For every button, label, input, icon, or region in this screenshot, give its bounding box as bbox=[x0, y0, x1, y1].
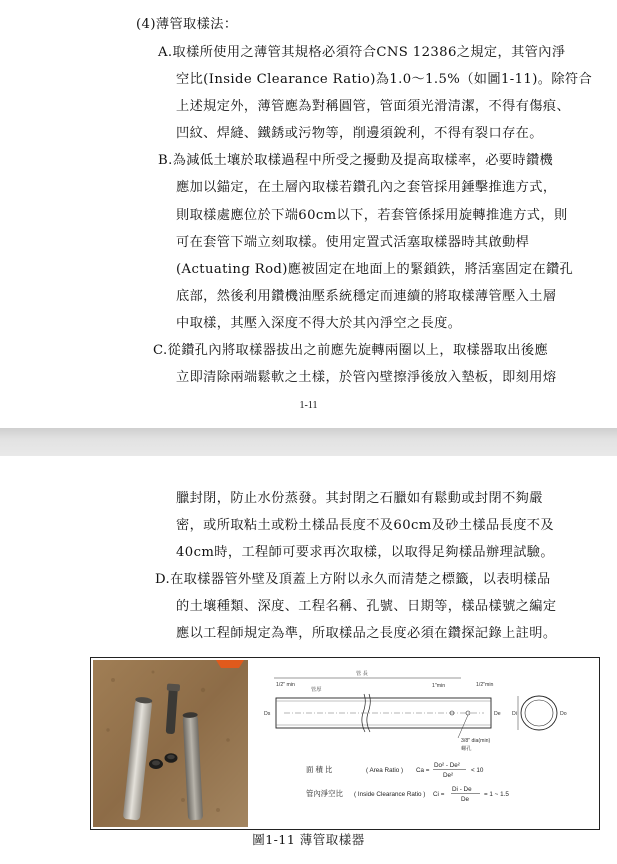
do-label: Do bbox=[560, 711, 567, 717]
paragraph-a-line-4: 凹紋、焊縫、鐵銹或污物等，削邊須銳利，不得有裂口存在。 bbox=[176, 126, 543, 141]
area-ratio-num: Do² - De² bbox=[434, 762, 460, 769]
area-ratio-rhs: < 10 bbox=[471, 767, 484, 774]
paragraph-b-line-7: 中取樣，其壓入深度不得大於其內淨空之長度。 bbox=[176, 316, 462, 331]
hole-cn-label: 螺孔 bbox=[461, 746, 472, 752]
length-label: 管 長 bbox=[356, 671, 368, 677]
wall-label: 管厚 bbox=[311, 687, 322, 693]
clearance-ratio-cn: 管內淨空比 bbox=[306, 789, 343, 798]
paragraph-b-line-4: 可在套管下端立刻取樣。使用定置式活塞取樣器時其啟動桿 bbox=[176, 235, 530, 250]
page-separator bbox=[0, 428, 617, 456]
paragraph-c-line-4: 密，或所取粘土或粉土樣品長度不及60cm及砂土樣品長度不及 bbox=[176, 518, 554, 533]
paragraph-d-line-1: D.在取樣器管外壁及頂蓋上方附以永久而清楚之標籤，以表明樣品 bbox=[155, 572, 551, 587]
sampler-photo bbox=[93, 660, 248, 827]
page-number: 1-11 bbox=[299, 400, 318, 411]
area-ratio-lhs: Ca = bbox=[416, 767, 430, 774]
paragraph-b-line-6: 底部，然後利用鑽機油壓系統穩定而連續的將取樣薄管壓入土層 bbox=[176, 289, 557, 304]
paragraph-c-line-5: 40cm時，工程師可要求再次取樣，以取得足夠樣品辦理試驗。 bbox=[176, 545, 554, 560]
di-label: Di bbox=[512, 711, 517, 717]
paragraph-d-line-2: 的土壤種類、深度、工程名稱、孔號、日期等，樣品樣號之編定 bbox=[176, 599, 557, 614]
paragraph-a-line-3: 上述規定外，薄管應為對稱圓管，管面須光滑清潔，不得有傷痕、 bbox=[176, 99, 571, 114]
area-ratio-den: De² bbox=[443, 772, 454, 779]
paragraph-c-line-3: 臘封閉，防止水份蒸發。其封閉之石臘如有鬆動或封閉不夠嚴 bbox=[176, 491, 543, 506]
area-ratio-en: ( Area Ratio ) bbox=[366, 767, 404, 774]
paragraph-b-line-2: 應加以錨定，在土層內取樣若鑽孔內之套管採用錘擊推進方式， bbox=[176, 180, 557, 195]
paragraph-b-line-3: 則取樣處應位於下端60cm以下，若套管係採用旋轉推進方式，則 bbox=[176, 208, 568, 223]
figure-thin-wall-sampler bbox=[90, 657, 600, 830]
paragraph-c-line-1: C.從鑽孔內將取樣器拔出之前應先旋轉兩圈以上，取樣器取出後應 bbox=[153, 343, 549, 358]
clearance-ratio-num: Di - De bbox=[452, 786, 472, 793]
area-ratio-cn: 面 積 比 bbox=[306, 765, 333, 774]
ds-label: Ds bbox=[264, 711, 271, 717]
hole-label: 3/8" dia(min) bbox=[461, 738, 491, 744]
figure-caption: 圖1-11 薄管取樣器 bbox=[252, 832, 365, 847]
paragraph-b-line-1: B.為減低土壤於取樣過程中所受之擾動及提高取樣率，必要時鑽機 bbox=[158, 153, 554, 168]
half-inch-left-label: 1/2" min bbox=[276, 682, 295, 688]
clearance-ratio-rhs: = 1 ~ 1.5 bbox=[484, 791, 509, 798]
clearance-ratio-den: De bbox=[461, 796, 470, 803]
paragraph-a-line-1: A.取樣所使用之薄管其規格必須符合CNS 12386之規定，其管內淨 bbox=[158, 45, 566, 60]
paragraph-a-line-2: 空比(Inside Clearance Ratio)為1.0～1.5%（如圖1-11)。除符合 bbox=[176, 72, 593, 87]
one-inch-label: 1"min bbox=[432, 683, 446, 689]
paragraph-b-line-5: (Actuating Rod)應被固定在地面上的緊鎖鉄，將活塞固定在鑽孔 bbox=[176, 262, 574, 277]
document-page-1 bbox=[0, 0, 617, 428]
clearance-ratio-en: ( Inside Clearance Ratio ) bbox=[354, 791, 426, 798]
half-inch-right-label: 1/2"min bbox=[476, 682, 494, 688]
section-heading: (4)薄管取樣法： bbox=[136, 17, 238, 32]
de-label: De bbox=[494, 711, 501, 717]
sampler-drawing bbox=[256, 660, 596, 827]
clearance-ratio-lhs: Ci = bbox=[433, 791, 445, 798]
paragraph-c-line-2: 立即清除兩端鬆軟之土樣，於管內壁擦淨後放入墊板，即刻用熔 bbox=[176, 370, 557, 385]
paragraph-d-line-3: 應以工程師規定為準，所取樣品之長度必須在鑽探記錄上註明。 bbox=[176, 626, 557, 641]
